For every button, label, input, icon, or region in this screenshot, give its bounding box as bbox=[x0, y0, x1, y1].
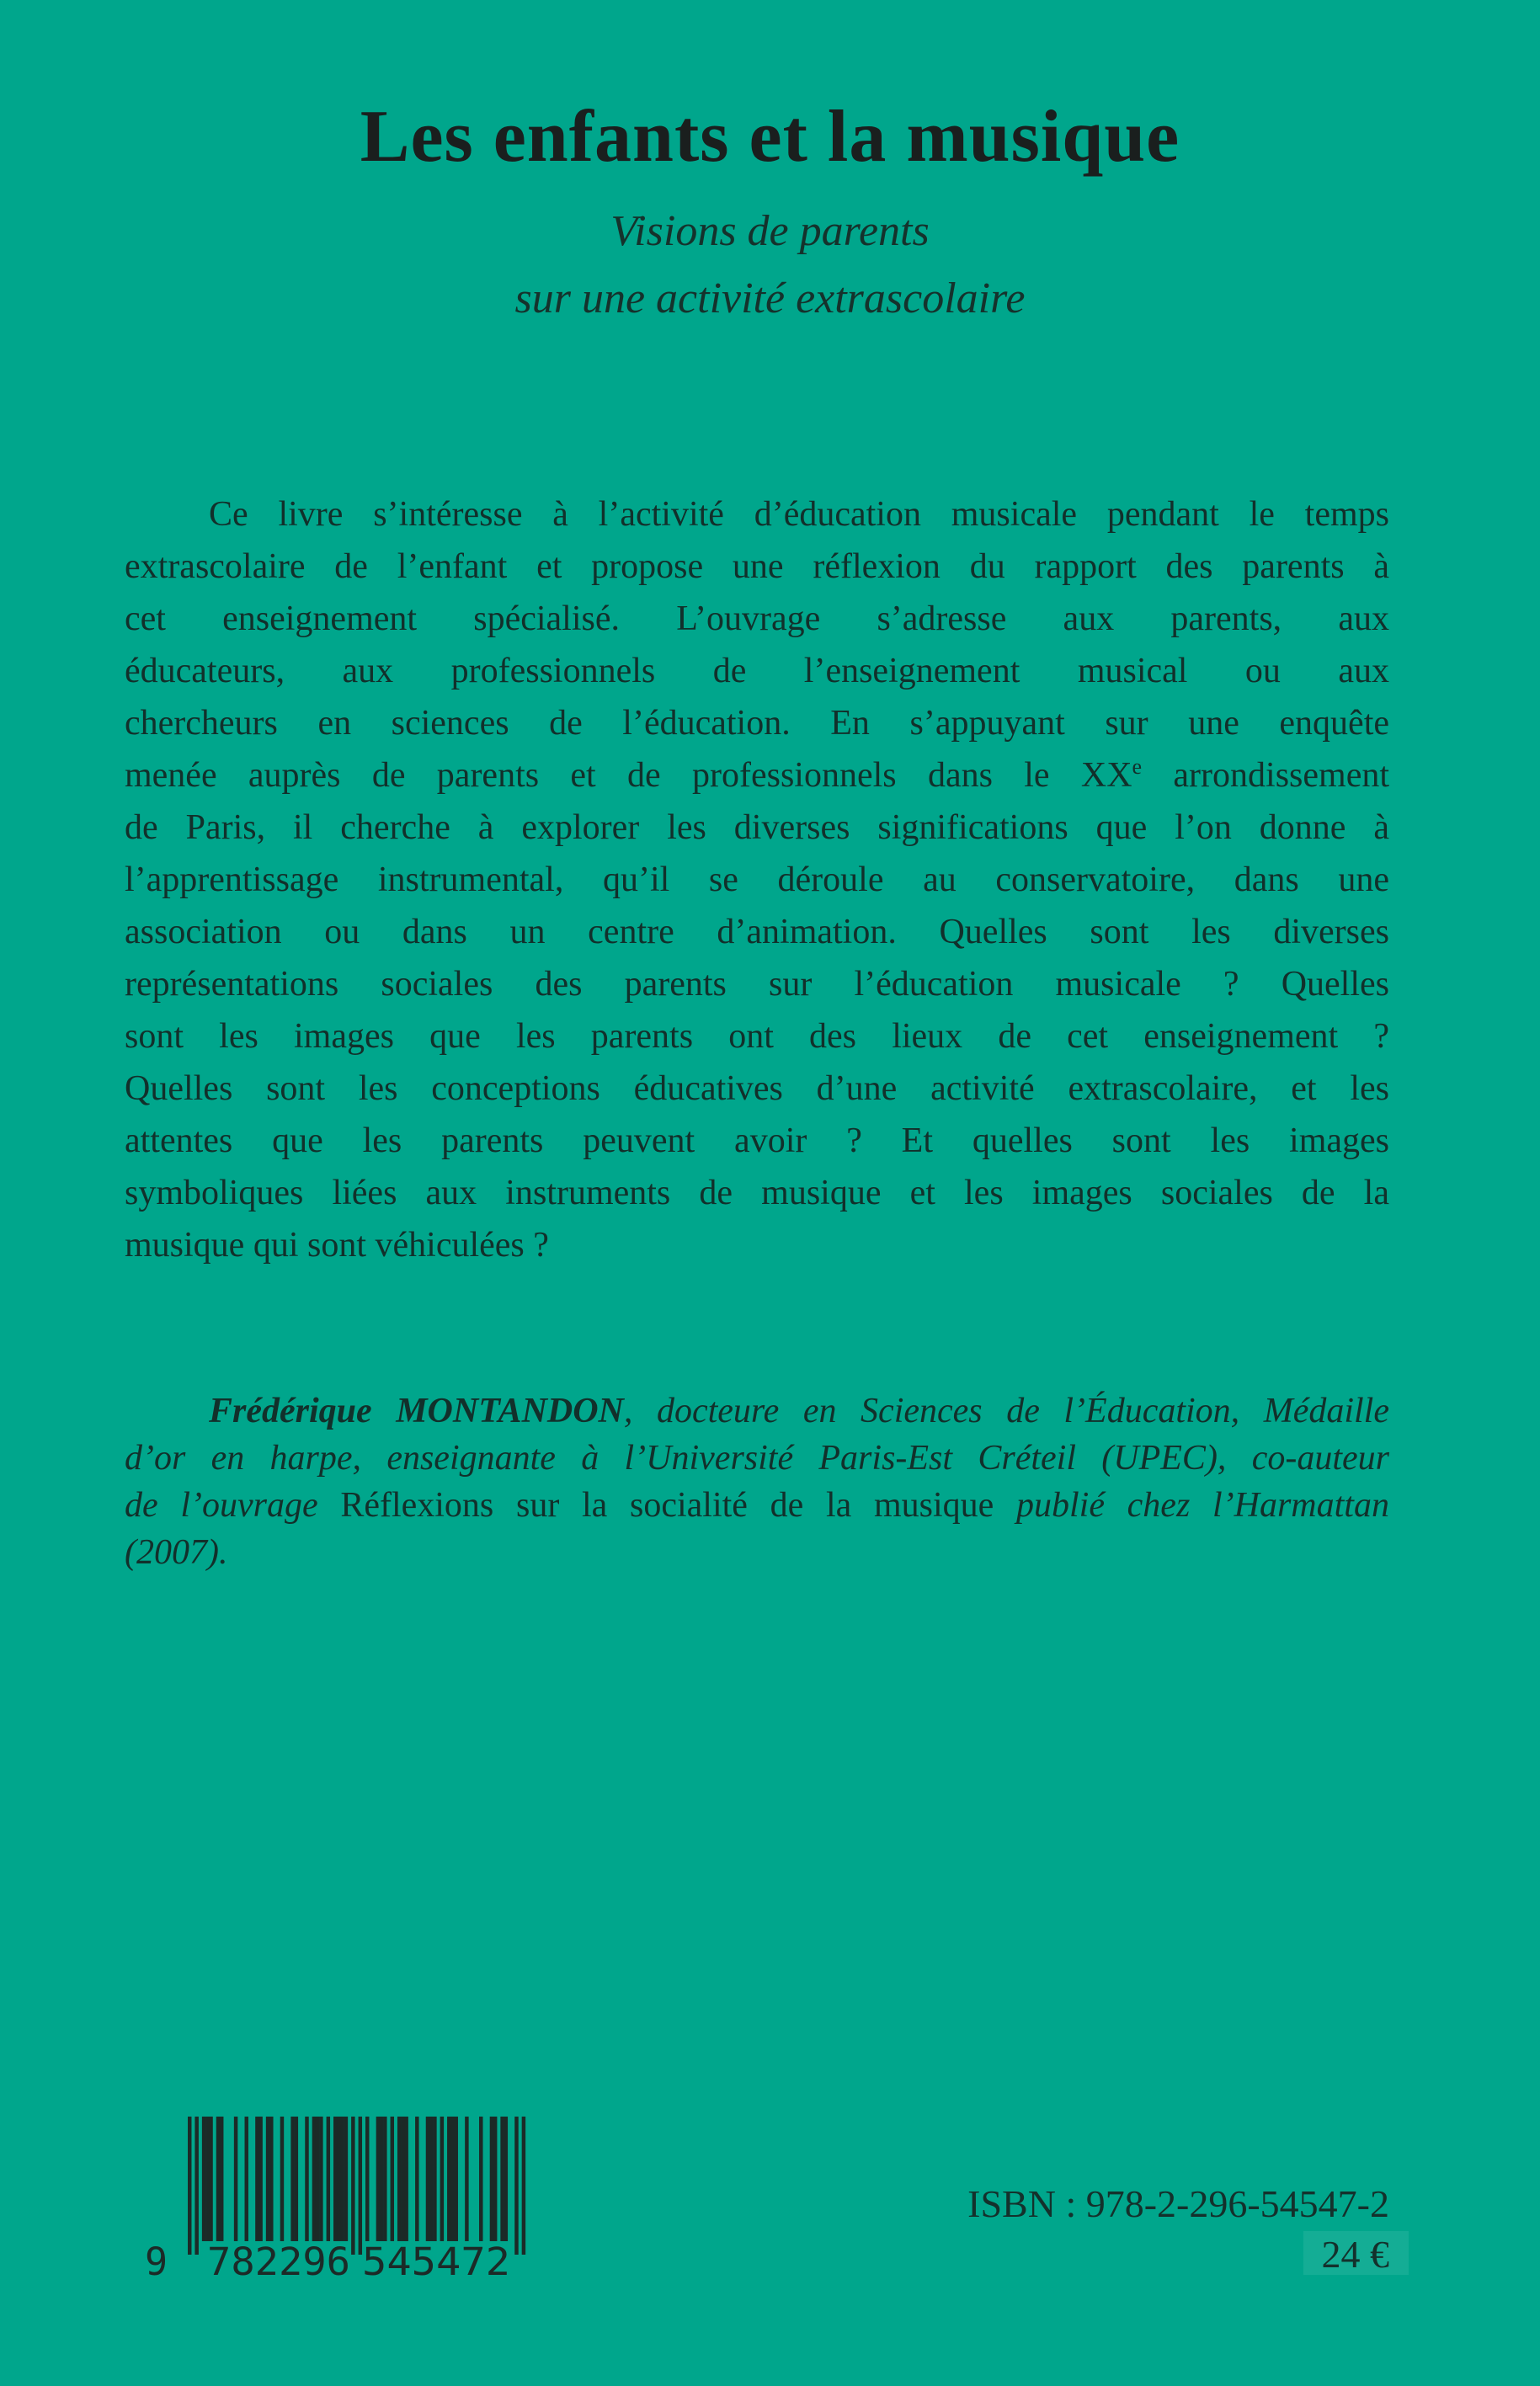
bio-line: d’or en harpe, enseignante à l’Université Paris-Est Créteil (UPEC), co-auteur bbox=[125, 1439, 1389, 1478]
synopsis-line: attentes que les parents peuvent avoir ? Et quelles sont les images bbox=[125, 1121, 1389, 1160]
referenced-book-title: Réflexions sur la socialité de la musique bbox=[340, 1486, 994, 1525]
author-name: Frédérique MONTANDON bbox=[209, 1392, 624, 1430]
superscript-e: e bbox=[1132, 754, 1143, 779]
synopsis-line-with-superscript bbox=[125, 749, 1389, 802]
synopsis-line: sont les images que les parents ont des lieux de cet enseignement ? bbox=[125, 1017, 1389, 1056]
synopsis-line: cet enseignement spécialisé. L’ouvrage s’adresse aux parents, aux bbox=[125, 599, 1389, 638]
synopsis-line: représentations sociales des parents sur l’éducation musicale ? Quelles bbox=[125, 965, 1389, 1004]
synopsis-line: association ou dans un centre d’animation. Quelles sont les diverses bbox=[125, 913, 1389, 951]
synopsis-line: Quelles sont les conceptions éducatives d’une activité extrascolaire, et les bbox=[125, 1069, 1389, 1108]
synopsis-line: Ce livre s’intéresse à l’activité d’éducation musicale pendant le temps bbox=[209, 495, 1389, 534]
synopsis-text: menée auprès de parents et de professionnels dans le XX bbox=[125, 756, 1132, 795]
synopsis-line: l’apprentissage instrumental, qu’il se déroule au conservatoire, dans une bbox=[125, 860, 1389, 899]
bio-text: , docteure en Sciences de l’Éducation, Médaille bbox=[623, 1392, 1389, 1430]
synopsis-line: musique qui sont véhiculées ? bbox=[125, 1226, 549, 1265]
synopsis-text: arrondissement bbox=[1142, 756, 1390, 795]
bio-text: de l’ouvrage bbox=[125, 1486, 341, 1525]
subtitle-line-2: sur une activité extrascolaire bbox=[514, 274, 1026, 322]
bio-line: (2007). bbox=[125, 1533, 228, 1572]
synopsis-line: symboliques liées aux instruments de musique et les images sociales de la bbox=[125, 1174, 1389, 1212]
synopsis-paragraph bbox=[125, 488, 1389, 1271]
barcode-digit-prefix: 9 bbox=[145, 2240, 168, 2284]
book-title: Les enfants et la musique bbox=[360, 96, 1180, 178]
synopsis-line: de Paris, il cherche à explorer les diverses significations que l’on donne à bbox=[125, 808, 1389, 847]
isbn-text: ISBN : 978-2-296-54547-2 bbox=[967, 2182, 1389, 2225]
book-subtitle bbox=[0, 198, 1540, 333]
price-text: 24 € bbox=[1321, 2233, 1389, 2276]
synopsis-line: extrascolaire de l’enfant et propose une réflexion du rapport des parents à bbox=[125, 547, 1389, 586]
subtitle-line-1: Visions de parents bbox=[610, 207, 930, 255]
barcode-digits-right: 545472 bbox=[362, 2240, 510, 2284]
synopsis-line: éducateurs, aux professionnels de l’enseignement musical ou aux bbox=[125, 652, 1389, 690]
synopsis-line: chercheurs en sciences de l’éducation. En s’appuyant sur une enquête bbox=[125, 704, 1389, 743]
bio-line bbox=[125, 1482, 1389, 1529]
author-bio bbox=[125, 1387, 1389, 1576]
bio-text: publié chez l’Harmattan bbox=[994, 1486, 1389, 1525]
bio-line bbox=[125, 1387, 1389, 1435]
barcode-digits-left: 782296 bbox=[207, 2240, 350, 2284]
